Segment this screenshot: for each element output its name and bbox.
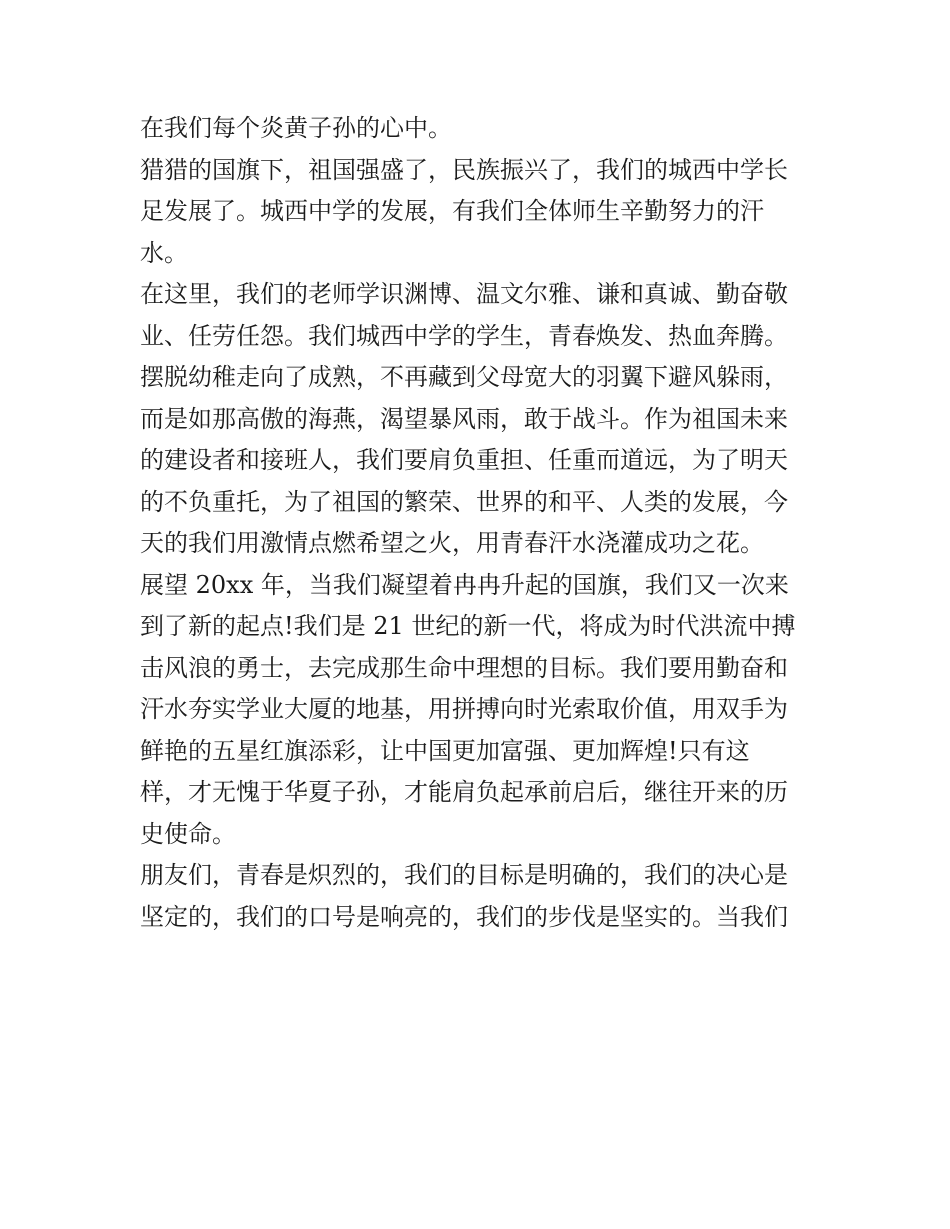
text-line: 到了新的起点!我们是 21 世纪的新一代，将成为时代洪流中搏: [140, 612, 796, 640]
text-line: 摆脱幼稚走向了成熟，不再藏到父母宽大的羽翼下避风躲雨，: [140, 363, 788, 391]
document-body: [140, 108, 820, 938]
text-line: 业、任劳任怨。我们城西中学的学生，青春焕发、热血奔腾。: [140, 321, 788, 350]
text-line: 样，才无愧于华夏子孙，才能肩负起承前启后，继往开来的历: [140, 778, 788, 806]
text-line: 在我们每个炎黄子孙的心中。: [140, 114, 452, 142]
text-line: 水。: [140, 238, 188, 267]
text-line: 猎猎的国旗下，祖国强盛了，民族振兴了，我们的城西中学长: [140, 155, 788, 184]
text-line: 在这里，我们的老师学识渊博、温文尔雅、谦和真诚、勤奋敬: [140, 280, 788, 308]
text-line: 汗水夯实学业大厦的地基，用拼搏向时光索取价值，用双手为: [140, 695, 788, 723]
text-line: 朋友们，青春是炽烈的，我们的目标是明确的，我们的决心是: [140, 861, 788, 889]
text-line: 坚定的，我们的口号是响亮的，我们的步伐是坚实的。当我们: [140, 902, 788, 931]
text-line: 天的我们用激情点燃希望之火，用青春汗水浇灌成功之花。: [140, 529, 764, 557]
text-line: 击风浪的勇士，去完成那生命中理想的目标。我们要用勤奋和: [140, 653, 788, 682]
text-line: 足发展了。城西中学的发展，有我们全体师生辛勤努力的汗: [140, 197, 764, 225]
text-line: 展望 20xx 年，当我们凝望着冉冉升起的国旗，我们又一次来: [140, 570, 789, 599]
text-line: 的不负重托，为了祖国的繁荣、世界的和平、人类的发展，今: [140, 487, 788, 516]
text-line: 史使命。: [140, 819, 236, 848]
text-line: 而是如那高傲的海燕，渴望暴风雨，敢于战斗。作为祖国未来: [140, 404, 788, 433]
text-line: 鲜艳的五星红旗添彩，让中国更加富强、更加辉煌!只有这: [140, 736, 750, 765]
text-line: 的建设者和接班人，我们要肩负重担、任重而道远，为了明天: [140, 446, 788, 474]
